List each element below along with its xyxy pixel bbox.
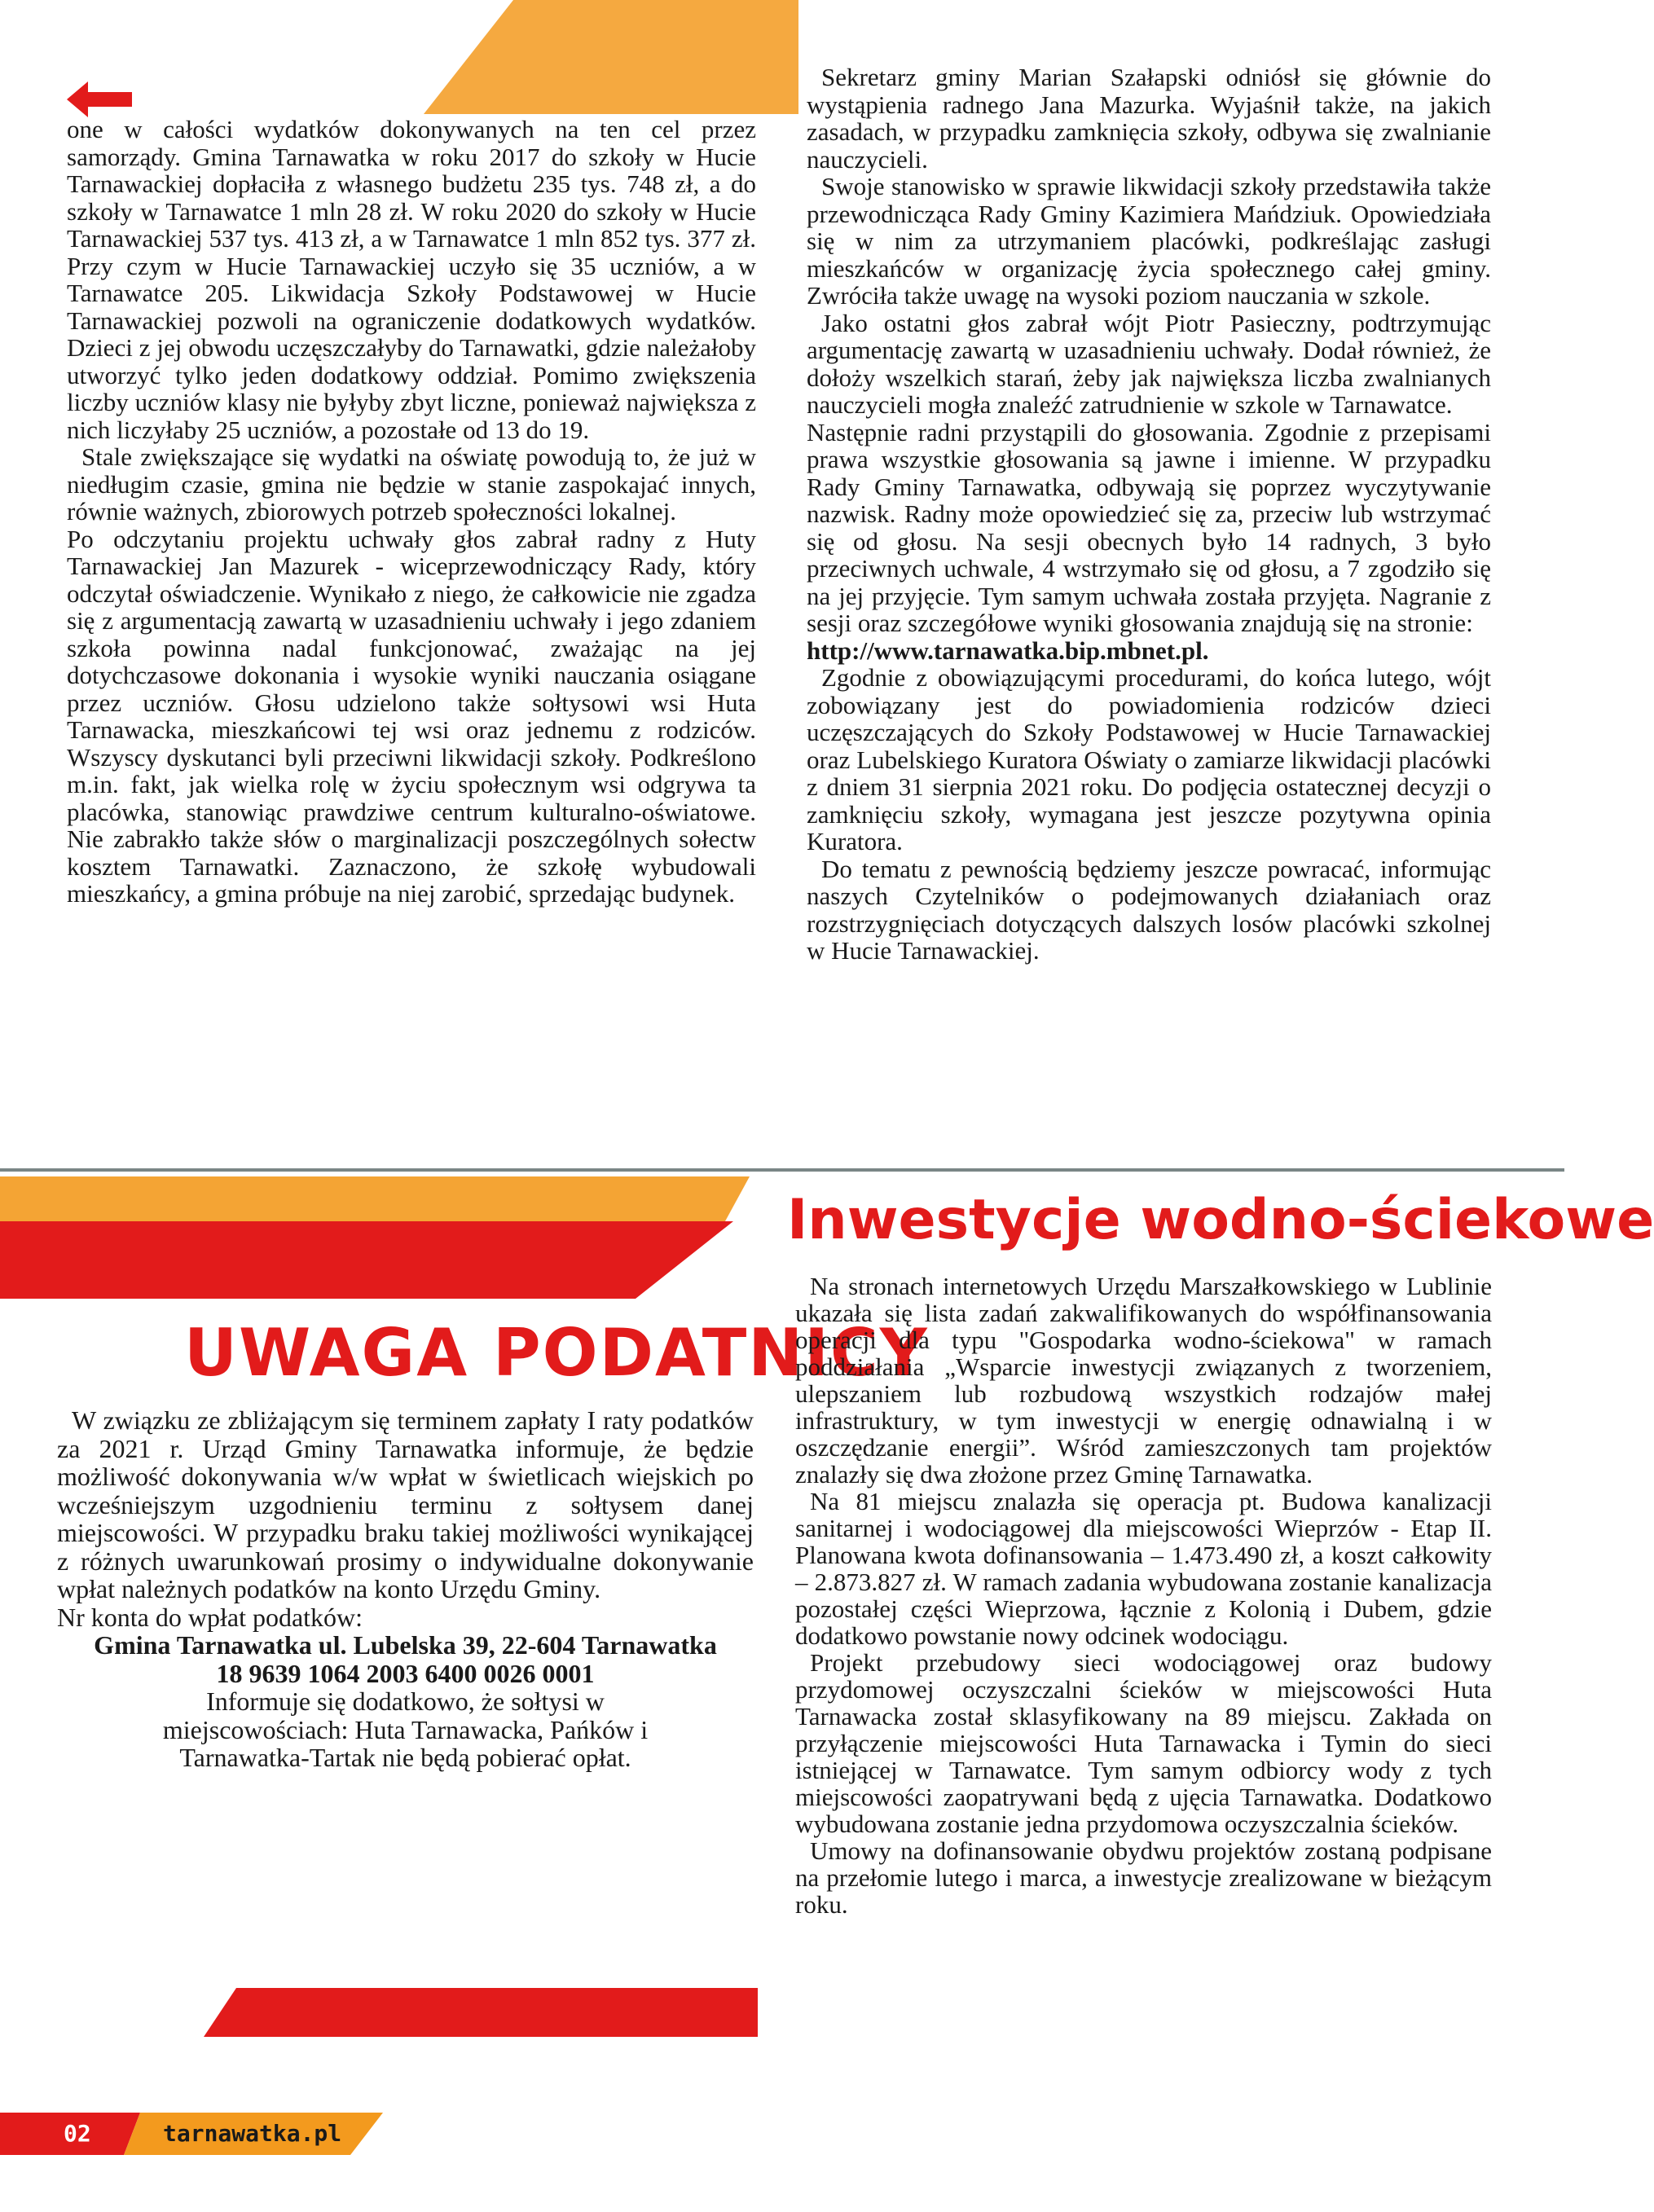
footer-site-link[interactable]: tarnawatka.pl — [163, 2120, 342, 2147]
article-column-top-right — [807, 64, 1491, 965]
page-number: 02 — [64, 2120, 91, 2147]
inwestycje-paragraph: Na 81 miejscu znalazła się operacja pt. Budowa kanalizacji sanitarnej i wodociągowej dla miejscowości Wieprzów - Etap II. Planowana kwota dofinansowania – 1.473.490 zł, a koszt całkowity – 2.873.827 zł. W ramach zadania wybudowana zostanie kanalizacja pozostałej części Wieprzowa, łącznie z Kolonią i Dubem, gdzie dodatkowo powstanie nowy odcinek wodociągu. — [795, 1487, 1492, 1650]
uwaga-body — [57, 1406, 754, 1772]
section-divider — [0, 1168, 1564, 1172]
bip-link[interactable]: http://www.tarnawatka.bip.mbnet.pl. — [807, 635, 1209, 665]
article-paragraph: Swoje stanowisko w sprawie likwidacji szkoły przedstawiła także przewodnicząca Rady Gminy Kazimiera Mańdziuk. Opowiedziała się w nim za utrzymaniem placówki, podkreślając zasługi mieszkańców w organizację życia społecznego całej gminy. Zwróciła także uwagę na wysoki poziom nauczania w szkole. — [807, 172, 1491, 310]
inwestycje-paragraph: Projekt przebudowy sieci wodociągowej oraz budowy przydomowej oczyszczalni ścieków w miejscowości Huta Tarnawacka został sklasyfikowany na 89 miejscu. Zakłada on przyłączenie miejscowości Huta Tarnawacka i Tymin do sieci istniejącej w Tarnawatce. Tym samym odbiorcy wody z tych miejscowości zaopatrywani będą z ujęcia Tarnawatka. Dodatkowo wybudowana zostanie jedna przydomowa oczyszczalnia ścieków. — [795, 1648, 1492, 1838]
account-name: Gmina Tarnawatka ul. Lubelska 39, 22-604 Tarnawatka — [94, 1630, 717, 1660]
article-column-top-left — [67, 116, 756, 908]
uwaga-paragraph: W związku ze zbliżającym się terminem zapłaty I raty podatków za 2021 r. Urząd Gminy Tarnawatka informuje, że będzie możliwość dokonywania w/w wpłat w świetlicach wiejskich po wcześniejszym uzgodnieniu terminu z sołtysem danej miejscowości. W przypadku braku takiej możliwości wynikającej z różnych uwarunkowań prosimy o indywidualne dokonywanie wpłat należnych podatków na konto Urzędu Gminy. — [57, 1405, 754, 1603]
article-paragraph: one w całości wydatków dokonywanych na ten cel przez samorządy. Gmina Tarnawatka w roku 2017 do szkoły w Hucie Tarnawackiej dopłaciła z własnego budżetu 235 tys. 748 zł, a do szkoły w Tarnawatce 1 mln 28 zł. W roku 2020 do szkoły w Hucie Tarnawackiej 537 tys. 413 zł, a w Tarnawatce 1 mln 852 tys. 377 zł. Przy czym w Hucie Tarnawackiej uczyło się 35 uczniów, a w Tarnawatce 205. Likwidacja Szkoły Podstawowej w Hucie Tarnawackiej pozwoli na ograniczenie dodatkowych wydatków. Dzieci z jej obwodu uczęszczałyby do Tarnawatki, gdzie należałoby utworzyć tylko jeden dodatkowy oddział. Pomimo zwiększenia liczby uczniów klasy nie byłyby zbyt liczne, ponieważ największa z nich liczyłaby 25 uczniów, a pozostałe od 13 do 19. — [67, 115, 756, 444]
article-paragraph: Stale zwiększające się wydatki na oświatę powodują to, że już w niedługim czasie, gmina nie będzie w stanie zaspokajać innych, równie ważnych, zbiorowych potrzeb społeczności lokalnej. — [67, 442, 756, 526]
article-paragraph: Następnie radni przystąpili do głosowania. Zgodnie z przepisami prawa wszystkie głosowania są jawne i imienne. W przypadku Rady Gminy Tarnawatka, odbywają się poprzez wyczytywanie nazwisk. Radny może opowiedzieć się za, przeciw lub wstrzymać się od głosu. Na sesji obecnych było 14 radnych, 3 było przeciwnych uchwale, 4 wstrzymało się od głosu, a 7 zgodziło się na jej przyjęcie. Tym samym uchwała została przyjęta. Nagranie z sesji oraz szczegółowe wyniki głosowania znajdują się na stronie: — [807, 417, 1491, 637]
inwestycje-title: Inwestycje wodno-ściekowe — [787, 1188, 1654, 1252]
top-stripe — [424, 0, 798, 114]
inwestycje-paragraph: Na stronach internetowych Urzędu Marszałkowskiego w Lublinie ukazała się lista zadań zakwalifikowanych do współfinansowania operacji dla typu "Gospodarka wodno-ściekowa" w ramach poddziałania „Wsparcie inwestycji związanych z tworzeniem, ulepszaniem lub rozbudową wszystkich rodzajów małej infrastruktury, w tym inwestycji w energię odnawialną i w oszczędzanie energii”. Wśród zamieszczonych tam projektów znalazły się dwa złożone przez Gminę Tarnawatka. — [795, 1272, 1492, 1489]
article-paragraph: Po odczytaniu projektu uchwały głos zabrał radny z Huty Tarnawackiej Jan Mazurek - wiceprzewodniczący Rady, który odczytał oświadczenie. Wynikało z niego, że całkowicie nie zgadza się z argumentacją zawartą w uzasadnieniu uchwały i jego zdaniem szkoła powinna nadal funkcjonować, zważając na jej dotychczasowe dokonania i wysokie wyniki nauczania osiągane przez uczniów. Głosu udzielono także sołtysowi wsi Huta Tarnawacka, mieszkańcowi tej wsi oraz jednemu z rodziców. Wszyscy dyskutanci byli przeciwni likwidacji szkoły. Podkreślono m.in. fakt, jak wielka rolę w życiu społecznym wsi odgrywa ta placówka, stanowiąc prawdziwe centrum kulturalno-oświatowe. Nie zabrakło także słów o marginalizacji poszczególnych sołectw kosztem Tarnawatki. Zaznaczono, że szkołę wybudowali mieszkańcy, a gmina próbuje na niej zarobić, sprzedając budynek. — [67, 524, 756, 908]
inwestycje-paragraph: Umowy na dofinansowanie obydwu projektów zostaną podpisane na przełomie lutego i marca, a inwestycje zrealizowane w bieżącym roku. — [795, 1836, 1492, 1919]
article-paragraph: Jako ostatni głos zabrał wójt Piotr Pasieczny, podtrzymując argumentację zawartą w uzasadnieniu uchwały. Dodał również, że dołoży wszelkich starań, żeby jak największa liczba zwalnianych nauczycieli mogła znaleźć zatrudnienie w szkole w Tarnawatce. — [807, 308, 1491, 419]
account-number: 18 9639 1064 2003 6400 0026 0001 — [216, 1658, 595, 1688]
uwaga-note: Informuje się dodatkowo, że sołtysi w miejscowościach: Huta Tarnawacka, Pańków i Tarnawatka-Tartak nie będą pobierać opłat. — [162, 1686, 649, 1772]
red-band-bottom — [204, 1988, 758, 2037]
article-paragraph: Sekretarz gminy Marian Szałapski odniósł się głównie do wystąpienia radnego Jana Mazurka. Wyjaśnił także, na jakich zasadach, w przypadku zamknięcia szkoły, odbywa się zwalnianie nauczycieli. — [807, 63, 1491, 174]
article-paragraph: Do tematu z pewnością będziemy jeszcze powracać, informując naszych Czytelników o podejmowanych działaniach oraz rozstrzygnięciach dotyczących dalszych losów placówki szkolnej w Hucie Tarnawackiej. — [807, 854, 1491, 965]
left-arrow-icon[interactable] — [67, 81, 132, 117]
red-band-top — [0, 1176, 750, 1299]
uwaga-paragraph: Nr konta do wpłat podatków: — [57, 1602, 363, 1632]
uwaga-title: UWAGA PODATNICY — [184, 1315, 929, 1391]
inwestycje-body — [795, 1273, 1492, 1918]
article-paragraph: Zgodnie z obowiązującymi procedurami, do końca lutego, wójt zobowiązany jest do powiadomienia rodziców dzieci uczęszczających do Szkoły Podstawowej w Hucie Tarnawackiej oraz Lubelskiego Kuratora Oświaty o zamiarze likwidacji placówki z dniem 31 sierpnia 2021 roku. Do podjęcia ostatecznej decyzji o zamknięciu szkoły, wymagana jest jeszcze pozytywna opinia Kuratora. — [807, 663, 1491, 855]
